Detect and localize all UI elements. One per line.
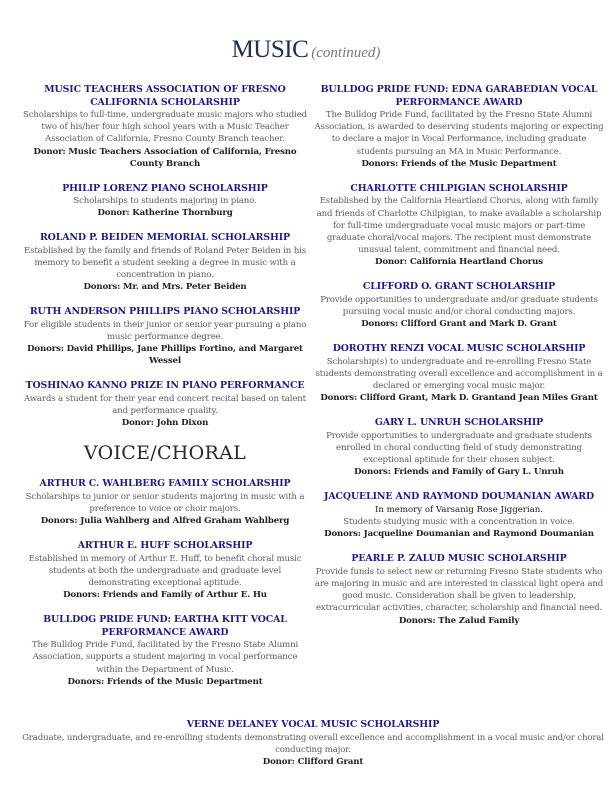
scholarship-description: Scholarships to students majoring in piano. <box>73 196 257 207</box>
scholarship-entry <box>314 417 604 478</box>
scholarship-memo: In memory of Varsanig Rose Jiggerian. <box>374 504 544 515</box>
scholarship-description: Graduate, undergraduate, and re-enrolling students demonstrating overall excellence and accomplishment in a vocal music and/or choral conducting major. <box>22 732 604 755</box>
scholarship-donor: Donors: The Zalud Family <box>398 615 520 626</box>
scholarship-title: CHARLOTTE CHILPIGIAN SCHOLARSHIP <box>350 182 568 194</box>
scholarship-description: The Bulldog Pride Fund, facilitated by the Fresno State Alumni Association, is awarded to deserving students majoring or expecting to declare a major in Vocal Performance, including graduate students pursuing an MA in Music Performance. <box>314 110 604 157</box>
scholarship-entry <box>22 232 308 293</box>
scholarship-description: Scholarships to full-time, undergraduate music majors who studied two of his/her four high school years with a Music Teacher Association of California, Fresno County Branch teacher. <box>22 110 308 145</box>
scholarship-title: BULLDOG PRIDE FUND: EARTHA KITT VOCAL PERFORMANCE AWARD <box>43 614 287 638</box>
scholarship-title: ARTHUR E. HUFF SCHOLARSHIP <box>77 540 253 552</box>
scholarship-title: VERNE DELANEY VOCAL MUSIC SCHOLARSHIP <box>186 719 440 730</box>
scholarship-title: DOROTHY RENZI VOCAL MUSIC SCHOLARSHIP <box>332 343 586 355</box>
page-title <box>0 36 612 64</box>
scholarship-description: Provide funds to select new or returning Fresno State students who are majoring in music and are interested in classical light opera and good music. Consideration shall be given to leadership, extracurricular activities, character, scholarship and financial need. <box>314 566 604 614</box>
scholarship-entry <box>22 540 308 601</box>
scholarship-entry <box>314 491 604 540</box>
scholarship-title: PEARLE P. ZALUD MUSIC SCHOLARSHIP <box>351 553 567 565</box>
scholarship-title: TOSHINAO KANNO PRIZE IN PIANO PERFORMANCE <box>25 380 305 392</box>
scholarship-title: PHILIP LORENZ PIANO SCHOLARSHIP <box>62 182 268 194</box>
page-title-subtitle: (continued) <box>311 45 381 61</box>
scholarship-entry <box>22 306 308 367</box>
scholarship-title: BULLDOG PRIDE FUND: EDNA GARABEDIAN VOCAL PERFORMANCE AWARD <box>320 84 598 108</box>
scholarship-description: Established by the family and friends of Roland Peter Beiden in his memory to benefit a student seeking a degree in music with a concentration in piano. <box>23 245 307 281</box>
scholarship-title: CLIFFORD O. GRANT SCHOLARSHIP <box>362 281 556 293</box>
left-column <box>22 84 308 701</box>
scholarship-entry <box>22 614 308 688</box>
scholarship-donor: Donors: Friends and Family of Gary L. Unruh <box>354 467 564 478</box>
scholarship-description: Scholarships to junior or senior students majoring in music with a preference to voice or choir majors. <box>25 491 305 514</box>
page-title-main: MUSIC <box>231 36 309 63</box>
scholarship-title: JACQUELINE AND RAYMOND DOUMANIAN AWARD <box>324 491 594 503</box>
scholarship-description: Provide opportunities to undergraduate and/or graduate students pursuing vocal music and/or choral conducting majors. <box>320 294 598 318</box>
scholarship-description: Awards a student for their year end concert recital based on talent and performance quality. <box>24 393 306 417</box>
scholarship-entry <box>314 343 604 404</box>
scholarship-donor: Donor: California Heartland Chorus <box>375 257 543 268</box>
scholarship-title: MUSIC TEACHERS ASSOCIATION OF FRESNO CALIFORNIA SCHOLARSHIP <box>44 84 286 108</box>
scholarship-entry <box>314 281 604 330</box>
scholarship-entry <box>22 183 308 220</box>
scholarship-entry <box>314 84 604 170</box>
scholarship-description: Established by the California Heartland Chorus, along with family and friends of Charlotte Chilpigian, to make available a scholarship for full-time undergraduate vocal music majors or part-time graduate choral/vocal majors. The recipient must demonstrate unusual talent, commitment and financial need. <box>316 196 602 256</box>
scholarship-description: Scholarship(s) to undergraduate and re-enrolling Fresno State students demonstrating overall excellence and accomplishment in a declared or emerging vocal music major. <box>315 356 603 392</box>
scholarship-title: RUTH ANDERSON PHILLIPS PIANO SCHOLARSHIP <box>29 306 301 318</box>
scholarship-donor: Donor: Katherine Thornburg <box>97 208 233 219</box>
scholarship-donor: Donor: Clifford Grant <box>262 756 364 767</box>
scholarship-description: Established in memory of Arthur E. Huff, to benefit choral music students at both the undergraduate and graduate level demonstrating exceptional aptitude. <box>28 553 302 589</box>
right-column <box>314 84 604 640</box>
scholarship-description: Provide opportunities to undergraduate and graduate students enrolled in choral conducting field of study demonstrating exceptional aptitude for their chosen subject. <box>326 430 592 466</box>
scholarship-donor: Donors: Julia Wahlberg and Alfred Graham Wahlberg <box>40 516 290 527</box>
scholarship-donor: Donors: Jacqueline Doumanian and Raymond Doumanian <box>324 529 594 540</box>
scholarship-description: The Bulldog Pride Fund, facilitated by the Fresno State Alumni Association, supports a student majoring in vocal performance within the Department of Music. <box>31 640 299 675</box>
scholarship-entry <box>22 478 308 527</box>
scholarship-donor: Donor: Music Teachers Association of California, Fresno County Branch <box>33 146 297 169</box>
scholarship-entry <box>22 84 308 170</box>
scholarship-title: GARY L. UNRUH SCHOLARSHIP <box>374 417 544 429</box>
scholarship-title: ARTHUR C. WAHLBERG FAMILY SCHOLARSHIP <box>39 478 291 490</box>
scholarship-entry <box>22 380 308 429</box>
scholarship-donor: Donors: Friends and Family of Arthur E. Hu <box>63 590 267 601</box>
scholarship-entry <box>22 719 604 768</box>
scholarship-description: For eligible students in their junior or senior year pursuing a piano music performance degree. <box>23 319 307 343</box>
scholarship-donor: Donors: Friends of the Music Department <box>361 158 557 169</box>
section-heading-voice-choral: VOICE/CHORAL <box>83 442 247 465</box>
scholarship-donor: Donors: David Phillips, Jane Phillips Fortino, and Margaret Wessel <box>27 344 303 367</box>
scholarship-donor: Donors: Clifford Grant, Mark D. Grantand Jean Miles Grant <box>320 393 598 404</box>
scholarship-entry <box>314 183 604 269</box>
scholarship-description: Students studying music with a concentration in voice. <box>343 517 575 528</box>
scholarship-title: ROLAND P. BEIDEN MEMORIAL SCHOLARSHIP <box>39 232 291 244</box>
scholarship-donor: Donors: Mr. and Mrs. Peter Beiden <box>83 282 247 293</box>
scholarship-donor: Donors: Clifford Grant and Mark D. Grant <box>361 319 557 330</box>
scholarship-entry <box>314 553 604 626</box>
scholarship-donor: Donor: John Dixon <box>121 418 209 429</box>
scholarship-donor: Donors: Friends of the Music Department <box>67 676 263 687</box>
bottom-full-width-entry <box>22 719 604 781</box>
